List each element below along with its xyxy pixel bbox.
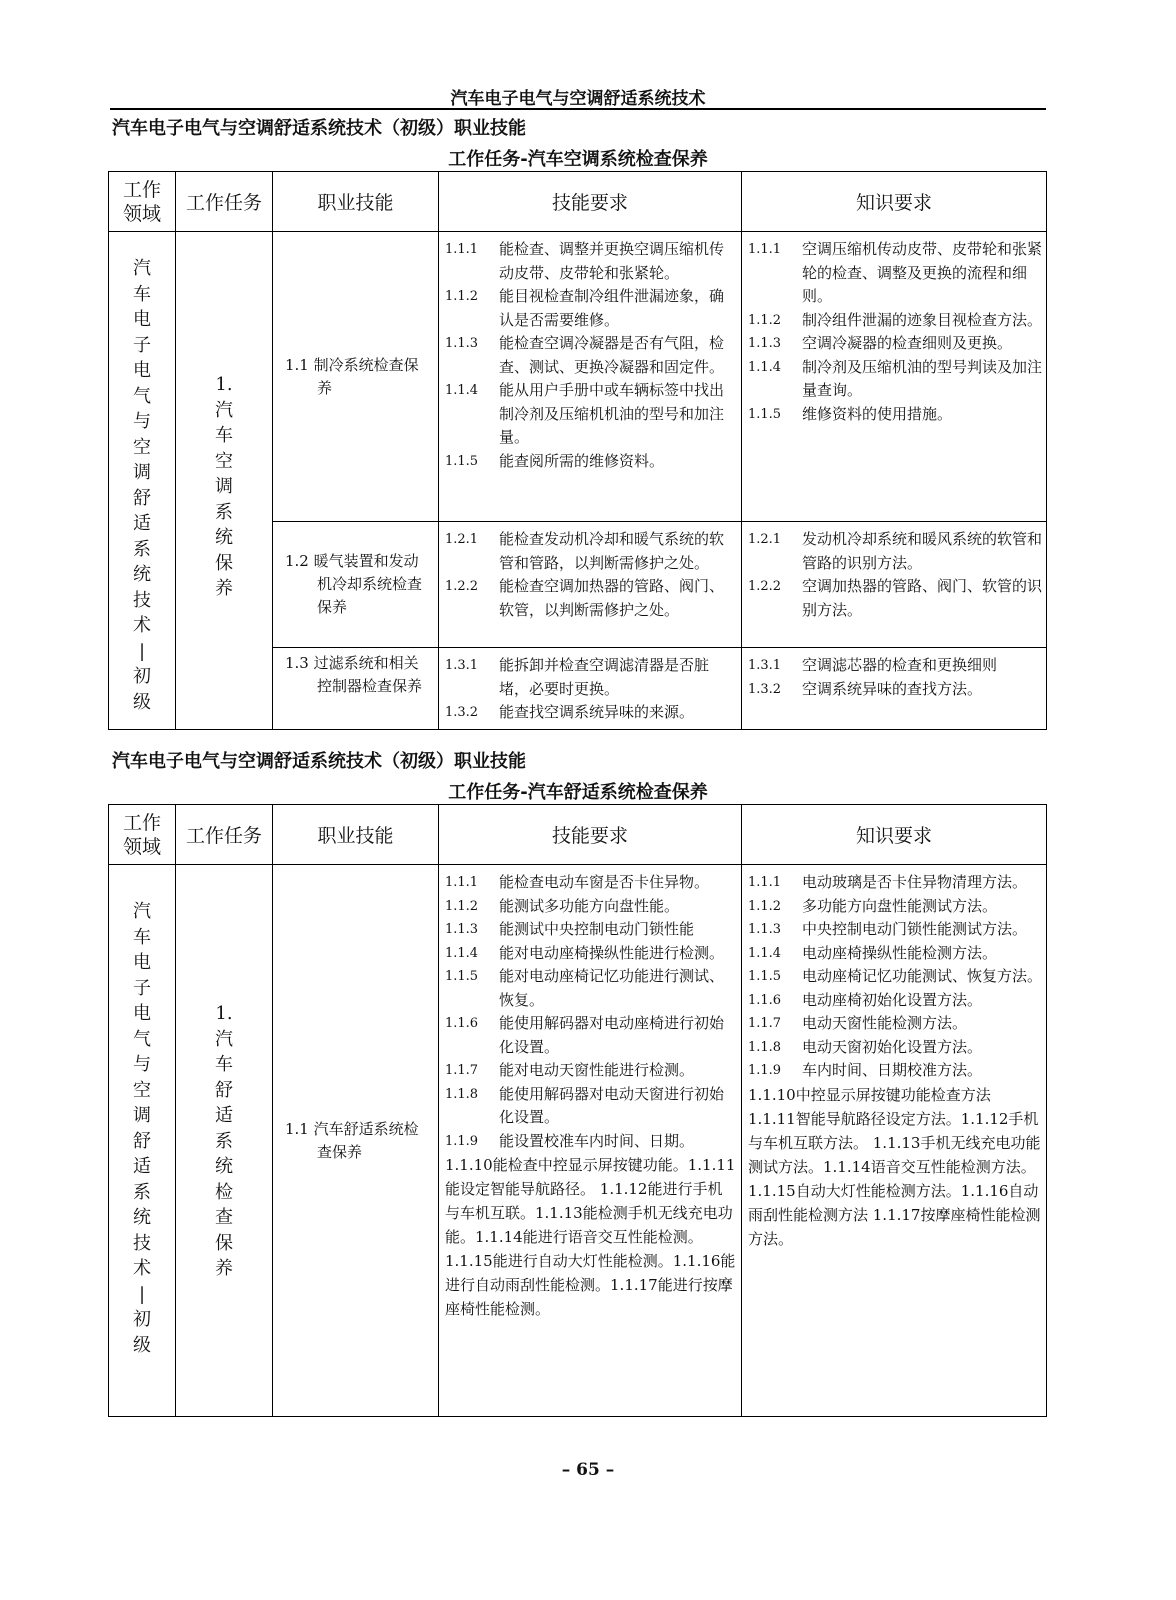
knowledge-req-item-text: 空调滤芯器的检查和更换细则 xyxy=(802,656,998,674)
domain-char: 技 xyxy=(133,1232,151,1254)
skill-req-item-text: 能使用解码器对电动天窗进行初始化设置。 xyxy=(499,1084,725,1126)
task-char: 车 xyxy=(215,1054,233,1075)
domain-char: 技 xyxy=(133,589,151,611)
knowledge-req-item xyxy=(748,575,1042,622)
task-char: 检 xyxy=(215,1181,233,1203)
section1-task-cell xyxy=(176,232,273,730)
skill-req-item-number: 1.1.5 xyxy=(445,453,479,469)
knowledge-req-cell xyxy=(742,232,1047,522)
domain-char: 调 xyxy=(133,462,151,483)
skill-req-item-text: 能从用户手册中或车辆标签中找出制冷剂及压缩机机油的型号和加注量。 xyxy=(499,381,725,446)
task-char: 养 xyxy=(215,1258,233,1279)
knowledge-req-item-text: 制冷剂及压缩机油的型号判读及加注量查询。 xyxy=(802,357,1043,399)
knowledge-req-item xyxy=(748,1036,1042,1060)
domain-char: 初 xyxy=(133,666,151,687)
skill-req-item-number: 1.1.3 xyxy=(445,336,479,351)
domain-char: 级 xyxy=(133,691,151,713)
task-char: 舒 xyxy=(215,1079,233,1101)
knowledge-req-item xyxy=(748,528,1042,575)
section2-table xyxy=(108,804,1047,1417)
task-char: 系 xyxy=(215,501,233,523)
knowledge-req-item xyxy=(748,238,1042,309)
domain-char: 术 xyxy=(133,615,151,636)
header-task: 工作任务 xyxy=(176,805,273,865)
section2-task-cell xyxy=(176,865,273,1417)
domain-char: 适 xyxy=(133,513,151,534)
skill-req-item-text: 能设置校准车内时间、日期。 xyxy=(499,1131,695,1150)
skill-req-item-text: 能目视检查制冷组件泄漏迹象，确认是否需要维修。 xyxy=(499,287,725,329)
knowledge-req-cell xyxy=(742,522,1047,648)
domain-char: | xyxy=(138,640,146,662)
task-char: 养 xyxy=(215,578,233,599)
skill-cell xyxy=(273,865,439,1417)
header-rule xyxy=(110,108,1046,110)
header-domain: 工作 领域 xyxy=(109,172,176,232)
skill-req-item xyxy=(445,895,737,919)
skill-req-item-text: 能检查电动车窗是否卡住异物。 xyxy=(499,873,710,891)
header-skill: 职业技能 xyxy=(273,172,439,232)
domain-char: 子 xyxy=(133,334,151,356)
knowledge-req-item-number: 1.3.2 xyxy=(748,681,782,697)
knowledge-req-item xyxy=(748,989,1042,1013)
knowledge-req-item-text: 维修资料的使用措施。 xyxy=(802,404,953,423)
domain-char: 电 xyxy=(133,309,151,330)
skill-req-item-number: 1.2.2 xyxy=(445,579,479,594)
task-char: 汽 xyxy=(215,399,233,421)
skill-req-item-number: 1.1.3 xyxy=(445,922,479,937)
knowledge-req-item xyxy=(748,332,1042,356)
knowledge-req-item-text: 电动天窗初始化设置方法。 xyxy=(802,1037,983,1056)
skill-req-item-text: 能查找空调系统异味的来源。 xyxy=(499,703,695,721)
domain-char: 适 xyxy=(133,1156,151,1177)
knowledge-req-item xyxy=(748,1059,1042,1083)
task-char: 车 xyxy=(215,425,233,446)
knowledge-req-item-text: 中央控制电动门锁性能测试方法。 xyxy=(802,920,1028,938)
header-knowledge-req: 知识要求 xyxy=(742,172,1047,232)
skill-req-item-number: 1.1.4 xyxy=(445,945,479,961)
knowledge-req-item xyxy=(748,871,1042,895)
skill-req-item-text: 能检查空调冷凝器是否有气阻，检查、测试、更换冷凝器和固定件。 xyxy=(499,334,725,376)
knowledge-req-item-text: 电动座椅操纵性能检测方法。 xyxy=(802,943,998,962)
skill-req-item-number: 1.3.1 xyxy=(445,658,479,673)
skill-name: 1.1 汽车舒适系统检查保养 xyxy=(285,1119,419,1161)
skill-req-item xyxy=(445,450,737,474)
header-skill-req: 技能要求 xyxy=(439,172,742,232)
knowledge-req-item-text: 电动玻璃是否卡住异物清理方法。 xyxy=(802,873,1028,891)
running-header: 汽车电子电气与空调舒适系统技术 xyxy=(450,89,706,109)
skill-req-item-text: 能对电动天窗性能进行检测。 xyxy=(499,1061,695,1079)
task-char: 统 xyxy=(215,1156,233,1177)
domain-char: 与 xyxy=(133,1054,151,1075)
domain-char: 统 xyxy=(133,1207,151,1228)
knowledge-req-item-number: 1.1.8 xyxy=(748,1039,782,1055)
skill-req-item-number: 1.3.2 xyxy=(445,705,479,720)
knowledge-req-item xyxy=(748,1012,1042,1036)
skill-req-item-text: 能检查发动机冷却和暖气系统的软管和管路，以判断需修护之处。 xyxy=(499,530,725,572)
domain-char: 术 xyxy=(133,1258,151,1279)
skill-name: 1.3 过滤系统和相关控制器检查保养 xyxy=(285,654,423,695)
knowledge-req-item-number: 1.1.1 xyxy=(748,242,782,257)
skill-req-paragraph: 1.1.10能检查中控显示屏按键功能。1.1.11能设定智能导航路径。 1.1.12能进行手机与车机互联。1.1.13能检测手机无线充电功能。1.1.14能进行语音交互性能检测。1.1.15能进行自动大灯性能检测。1.1.16能进行自动雨刮性能检测。1.1.17能进行按摩座椅性能检测。 xyxy=(445,1156,736,1318)
knowledge-req-item xyxy=(748,678,1042,702)
header-knowledge-req: 知识要求 xyxy=(742,805,1047,865)
domain-char: 空 xyxy=(133,1079,151,1101)
knowledge-req-item-number: 1.1.4 xyxy=(748,945,782,961)
knowledge-req-item-number: 1.3.1 xyxy=(748,658,782,673)
skill-req-item-number: 1.1.9 xyxy=(445,1133,479,1149)
header-skill: 职业技能 xyxy=(273,805,439,865)
knowledge-req-item xyxy=(748,895,1042,919)
domain-char: 舒 xyxy=(133,487,151,509)
skill-name: 1.2 暖气装置和发动机冷却系统检查保养 xyxy=(285,552,423,616)
knowledge-req-item-number: 1.2.1 xyxy=(748,532,782,547)
domain-char: 电 xyxy=(133,1003,151,1024)
skill-cell xyxy=(273,648,439,730)
skill-req-item xyxy=(445,1083,737,1130)
knowledge-req-item-text: 空调压缩机传动皮带、皮带轮和张紧轮的检查、调整及更换的流程和细则。 xyxy=(802,240,1043,305)
skill-name: 1.1 制冷系统检查保养 xyxy=(285,355,419,397)
domain-char: 子 xyxy=(133,977,151,999)
knowledge-req-item xyxy=(748,965,1042,989)
knowledge-req-cell xyxy=(742,865,1047,1417)
skill-req-item xyxy=(445,918,737,942)
knowledge-req-item-text: 电动座椅记忆功能测试、恢复方法。 xyxy=(802,967,1043,985)
skill-req-item xyxy=(445,332,737,379)
skill-req-item-number: 1.1.6 xyxy=(445,1016,479,1031)
skill-req-item-text: 能检查空调加热器的管路、阀门、软管，以判断需修护之处。 xyxy=(499,577,725,619)
domain-char: 气 xyxy=(133,385,151,407)
skill-req-cell xyxy=(439,648,742,730)
skill-req-item xyxy=(445,654,737,701)
task-char: 1. xyxy=(215,1003,233,1024)
task-char: 调 xyxy=(215,476,233,497)
skill-req-item xyxy=(445,701,737,725)
knowledge-req-cell xyxy=(742,648,1047,730)
skill-req-item xyxy=(445,871,737,895)
section1-title: 汽车电子电气与空调舒适系统技术（初级）职业技能 xyxy=(112,118,526,139)
skill-req-item xyxy=(445,1012,737,1059)
knowledge-req-item-number: 1.1.5 xyxy=(748,969,782,984)
domain-char: 电 xyxy=(133,360,151,381)
skill-req-item-text: 能查阅所需的维修资料。 xyxy=(499,451,665,470)
task-char: 空 xyxy=(215,450,233,472)
skill-req-item-number: 1.1.2 xyxy=(445,289,479,304)
section2-subtitle: 工作任务-汽车舒适系统检查保养 xyxy=(448,782,708,803)
knowledge-req-item-number: 1.1.3 xyxy=(748,922,782,937)
domain-char: 车 xyxy=(133,283,151,305)
skill-req-item-text: 能测试中央控制电动门锁性能 xyxy=(499,920,695,938)
skill-req-item xyxy=(445,575,737,622)
knowledge-req-item-number: 1.1.2 xyxy=(748,898,782,914)
section1-domain-cell xyxy=(109,232,176,730)
header-domain: 工作 领域 xyxy=(109,805,176,865)
domain-char: 系 xyxy=(133,1181,151,1203)
skill-req-item-text: 能检查、调整并更换空调压缩机传动皮带、皮带轮和张紧轮。 xyxy=(499,240,725,282)
task-char: 查 xyxy=(215,1207,233,1228)
skill-req-item xyxy=(445,942,737,966)
knowledge-req-item-text: 电动座椅初始化设置方法。 xyxy=(802,990,983,1009)
skill-req-item xyxy=(445,1130,737,1154)
skill-req-item-text: 能使用解码器对电动座椅进行初始化设置。 xyxy=(499,1014,725,1056)
domain-char: 初 xyxy=(133,1309,151,1330)
task-char: 汽 xyxy=(215,1028,233,1050)
task-char: 统 xyxy=(215,527,233,548)
domain-char: 车 xyxy=(133,926,151,948)
task-char: 适 xyxy=(215,1105,233,1126)
skill-req-item-text: 能对电动座椅记忆功能进行测试、恢复。 xyxy=(499,967,725,1009)
section2-domain-cell xyxy=(109,865,176,1417)
skill-req-item xyxy=(445,238,737,285)
skill-req-item xyxy=(445,379,737,450)
knowledge-req-item xyxy=(748,654,1042,678)
task-char: 系 xyxy=(215,1130,233,1152)
skill-cell xyxy=(273,232,439,522)
knowledge-req-item-number: 1.1.4 xyxy=(748,359,782,375)
skill-req-item-number: 1.1.8 xyxy=(445,1086,479,1102)
domain-char: 级 xyxy=(133,1334,151,1356)
knowledge-req-paragraph: 1.1.10中控显示屏按键功能检查方法 1.1.11智能导航路径设定方法。1.1.12手机与车机互联方法。 1.1.13手机无线充电功能测试方法。1.1.14语音交互性能检测方法。1.1.15自动大灯性能检测方法。1.1.16自动雨刮性能检测方法 1.1.17按摩座椅性能检测方法。 xyxy=(748,1085,1041,1248)
knowledge-req-item-number: 1.1.3 xyxy=(748,336,782,351)
task-char: 保 xyxy=(215,552,233,574)
section1-subtitle: 工作任务-汽车空调系统检查保养 xyxy=(448,149,708,170)
skill-req-cell xyxy=(439,232,742,522)
knowledge-req-item-text: 车内时间、日期校准方法。 xyxy=(802,1061,983,1079)
domain-char: 电 xyxy=(133,952,151,973)
knowledge-req-item-number: 1.1.2 xyxy=(748,312,782,328)
knowledge-req-item-number: 1.2.2 xyxy=(748,579,782,594)
knowledge-req-item xyxy=(748,309,1042,333)
skill-cell xyxy=(273,522,439,648)
domain-char: 与 xyxy=(133,411,151,432)
knowledge-req-item-text: 制冷组件泄漏的迹象目视检查方法。 xyxy=(802,310,1043,329)
domain-char: | xyxy=(138,1283,146,1305)
skill-req-cell xyxy=(439,865,742,1417)
domain-char: 统 xyxy=(133,564,151,585)
knowledge-req-item-number: 1.1.9 xyxy=(748,1063,782,1078)
skill-req-item-number: 1.1.7 xyxy=(445,1063,479,1078)
skill-req-item-text: 能测试多功能方向盘性能。 xyxy=(499,896,680,915)
domain-char: 舒 xyxy=(133,1130,151,1152)
skill-req-item xyxy=(445,965,737,1012)
skill-req-cell xyxy=(439,522,742,648)
knowledge-req-item-text: 空调加热器的管路、阀门、软管的识别方法。 xyxy=(802,577,1043,619)
domain-char: 汽 xyxy=(133,258,151,279)
section2-title: 汽车电子电气与空调舒适系统技术（初级）职业技能 xyxy=(112,751,526,772)
knowledge-req-item-number: 1.1.7 xyxy=(748,1016,782,1031)
knowledge-req-item-number: 1.1.1 xyxy=(748,875,782,890)
knowledge-req-item-number: 1.1.5 xyxy=(748,406,782,422)
header-task: 工作任务 xyxy=(176,172,273,232)
skill-req-item-number: 1.2.1 xyxy=(445,532,479,547)
knowledge-req-item-text: 空调冷凝器的检查细则及更换。 xyxy=(802,334,1013,352)
task-char: 1. xyxy=(215,374,233,395)
knowledge-req-item-number: 1.1.6 xyxy=(748,992,782,1008)
domain-char: 汽 xyxy=(133,901,151,922)
skill-req-item-number: 1.1.1 xyxy=(445,242,479,257)
skill-req-item-number: 1.1.5 xyxy=(445,969,479,984)
knowledge-req-item-text: 发动机冷却系统和暖风系统的软管和管路的识别方法。 xyxy=(802,530,1043,572)
domain-char: 调 xyxy=(133,1105,151,1126)
task-char: 保 xyxy=(215,1232,233,1254)
knowledge-req-item xyxy=(748,403,1042,427)
domain-char: 气 xyxy=(133,1028,151,1050)
skill-req-item xyxy=(445,528,737,575)
skill-req-item xyxy=(445,285,737,332)
knowledge-req-item-text: 空调系统异味的查找方法。 xyxy=(802,679,983,698)
knowledge-req-item xyxy=(748,918,1042,942)
skill-req-item-text: 能拆卸并检查空调滤清器是否脏堵，必要时更换。 xyxy=(499,656,710,698)
skill-req-item-number: 1.1.1 xyxy=(445,875,479,890)
knowledge-req-item xyxy=(748,942,1042,966)
skill-req-item-number: 1.1.2 xyxy=(445,898,479,914)
page-number: – 65 – xyxy=(561,1460,615,1480)
header-skill-req: 技能要求 xyxy=(439,805,742,865)
skill-req-item-number: 1.1.4 xyxy=(445,383,479,398)
domain-char: 空 xyxy=(133,436,151,458)
skill-req-item-text: 能对电动座椅操纵性能进行检测。 xyxy=(499,943,725,962)
knowledge-req-item-text: 多功能方向盘性能测试方法。 xyxy=(802,896,998,915)
knowledge-req-item-text: 电动天窗性能检测方法。 xyxy=(802,1014,968,1032)
section1-table xyxy=(108,171,1047,730)
knowledge-req-item xyxy=(748,356,1042,403)
domain-char: 系 xyxy=(133,538,151,560)
skill-req-item xyxy=(445,1059,737,1083)
